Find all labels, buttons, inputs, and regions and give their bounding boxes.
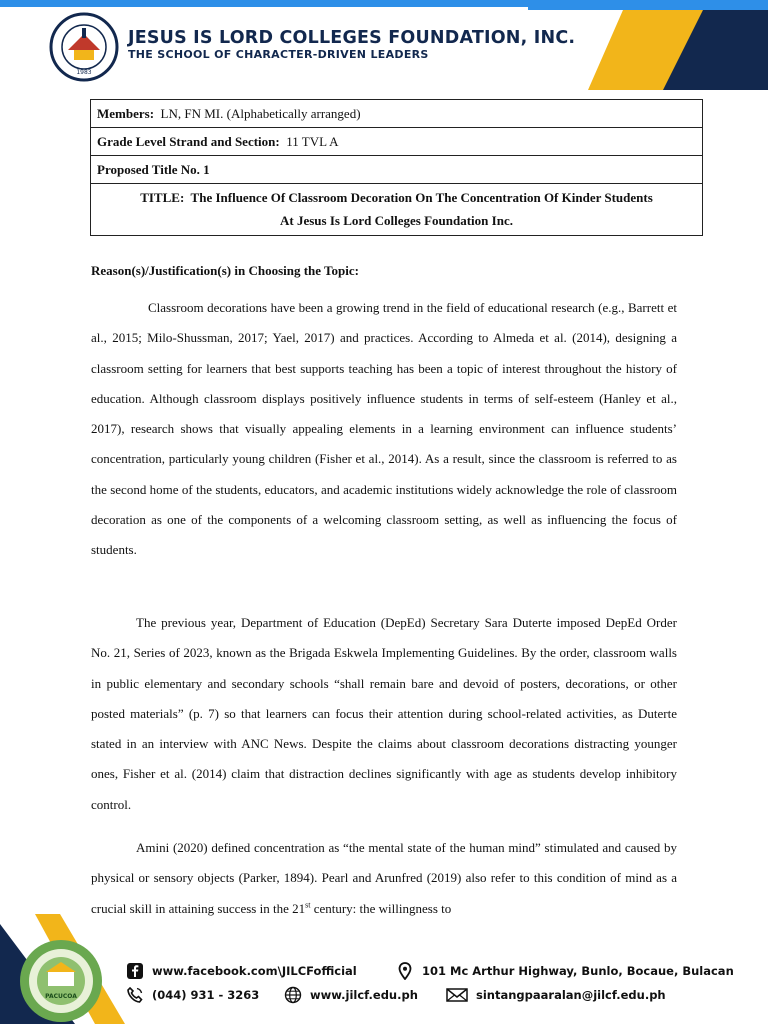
footer-address <box>396 962 734 980</box>
address-text: 101 Mc Arthur Highway, Bunlo, Bocaue, Bulacan <box>422 964 734 978</box>
title-label: TITLE: <box>140 190 185 205</box>
proposed-title-row <box>91 156 703 184</box>
school-logo <box>44 12 124 82</box>
footer-contacts <box>126 962 746 1012</box>
title-line1: The Influence Of Classroom Decoration On The Concentration Of Kinder Students <box>190 190 653 205</box>
title-row <box>91 184 703 236</box>
proposed-title: Proposed Title No. 1 <box>91 156 703 184</box>
footer-website[interactable] <box>284 986 418 1004</box>
phone-icon <box>126 986 144 1004</box>
title-line2: At Jesus Is Lord Colleges Foundation Inc. <box>280 213 513 228</box>
location-pin-icon <box>396 962 414 980</box>
website-link[interactable]: www.jilcf.edu.ph <box>310 988 418 1002</box>
paragraph-3-text-end: century: the willingness to <box>310 900 452 916</box>
grade-label: Grade Level Strand and Section: <box>97 133 280 149</box>
footer-email[interactable] <box>446 986 666 1004</box>
facebook-icon <box>126 962 144 980</box>
facebook-link[interactable]: www.facebook.com\JILCFofficial <box>152 964 357 978</box>
seal-label: PACUCOA <box>45 993 77 1000</box>
paragraph-1 <box>91 293 677 566</box>
footer-facebook[interactable] <box>126 962 357 980</box>
logo-year: 1983 <box>76 69 92 76</box>
paragraph-1-text: Classroom decorations have been a growing trend in the field of educational research (e.g., Barrett et al., 2015; Milo-Shussman, 2017; Yael, 2017) and practices. According to Almeda et al. (2014), designing a classroom setting for learners that best supports teaching has been a topic of interest throughout the history of education. Although classroom displays positively influence students in terms of self-esteem (Hanley et al., 2017), research shows that visually appealing elements in a learning environment can influence students’ concentration, particularly young children (Fisher et al., 2014). As a result, since the classroom is referred to as the second home of the students, educators, and academic institutions widely acknowledge the role of classroom decoration as one of the components of a welcoming classroom setting, as well as influencing the focus of students. <box>91 300 677 558</box>
org-tagline: THE SCHOOL OF CHARACTER-DRIVEN LEADERS <box>128 48 429 61</box>
letterhead <box>44 12 576 82</box>
phone-number[interactable]: (044) 931 - 3263 <box>152 988 260 1002</box>
members-value: LN, FN MI. (Alphabetically arranged) <box>160 105 361 121</box>
grade-value: 11 TVL A <box>286 133 339 149</box>
accreditation-seal <box>18 938 104 1024</box>
grade-row <box>91 128 703 156</box>
footer-phone[interactable] <box>126 986 259 1004</box>
paragraph-3 <box>91 833 677 924</box>
mail-icon <box>446 986 468 1004</box>
email-link[interactable]: sintangpaaralan@jilcf.edu.ph <box>476 988 666 1002</box>
paragraph-2-text: The previous year, Department of Education (DepEd) Secretary Sara Duterte imposed DepEd Order No. 21, Series of 2023, known as the Brigada Eskwela Implementing Guidelines. By the order, classroom walls in public elementary and secondary schools “shall remain bare and devoid of posters, decorations, or other posted materials” (p. 7) so that learners can focus their attention during school-related activities, as Duterte stated in an interview with ANC News. Despite the claims about classroom decorations distracting younger ones, Fisher et al. (2014) claim that distraction declines significantly with age as students develop inhibitory control. <box>91 615 677 812</box>
members-row <box>91 100 703 128</box>
proposal-info-table <box>90 99 703 236</box>
paragraph-2 <box>91 608 677 820</box>
section-heading: Reason(s)/Justification(s) in Choosing the Topic: <box>91 263 359 278</box>
globe-icon <box>284 986 302 1004</box>
members-label: Members: <box>97 105 155 121</box>
paragraph-3-text: Amini (2020) defined concentration as “the mental state of the human mind” stimulated and caused by physical or sensory objects (Parker, 1894). Pearl and Arunfred (2019) also refer to this condition of mind as a crucial skill in attaining success in the 21 <box>91 840 677 916</box>
org-name: JESUS IS LORD COLLEGES FOUNDATION, INC. <box>128 28 576 48</box>
ordinal-suffix: st <box>305 900 311 910</box>
